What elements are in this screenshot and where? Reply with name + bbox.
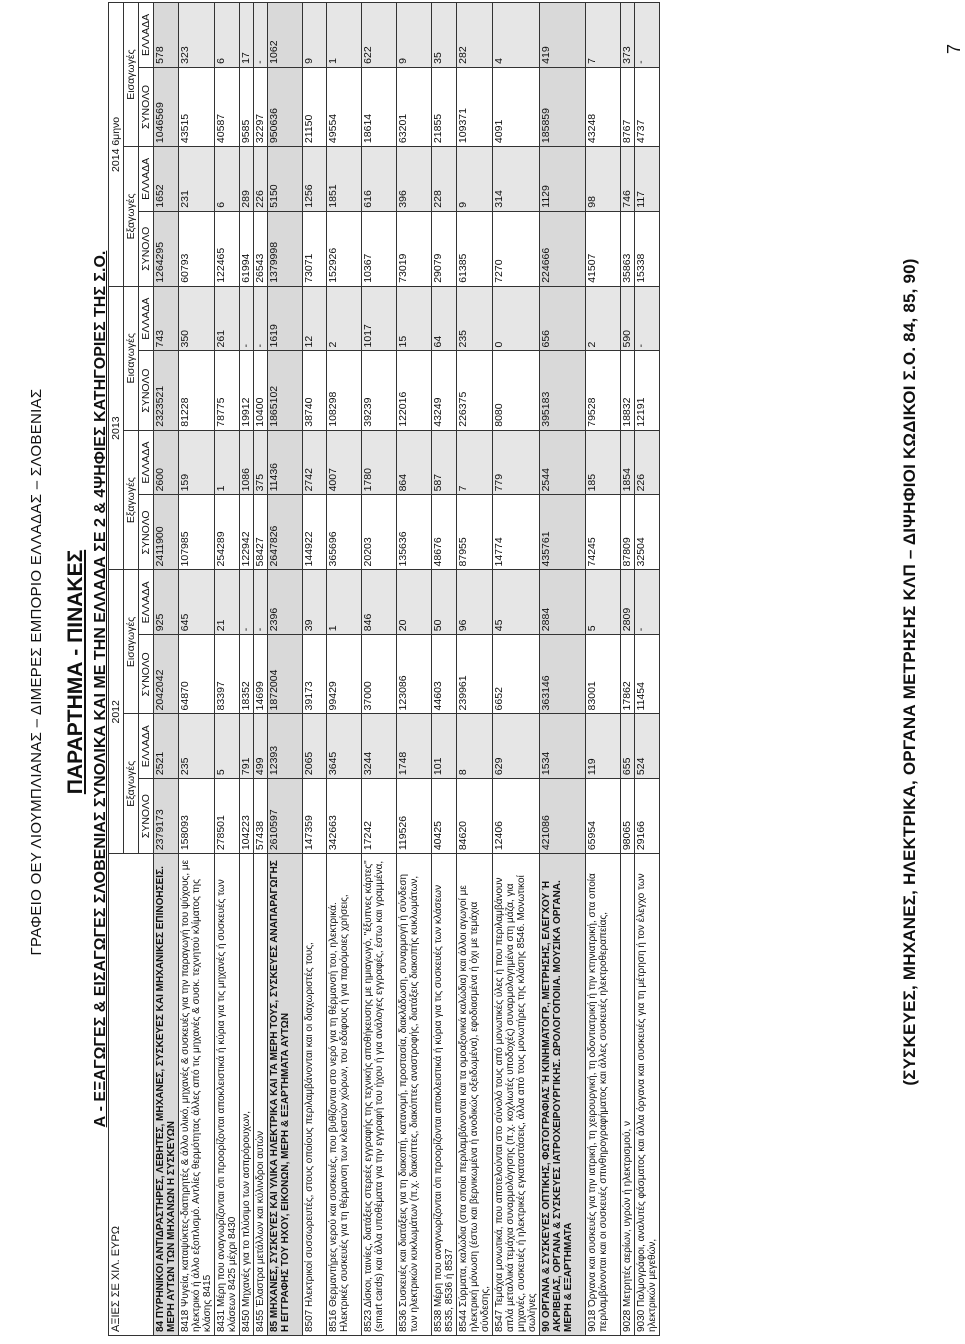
- table-row: [215, 3, 240, 1336]
- value-cell: 2809: [621, 570, 635, 635]
- value-cell: -: [254, 570, 268, 635]
- row-description: 8516 Θερμαντήρες νερού και συσκευές, που βυθίζονται στο νερό για τη θέρμανσή του, ηλεκτρικά. Ηλεκτρικές συσκευές για τη θέρμανση των κλειστών χώρων, του εδάφους ή για παρόμοιες χρήσεις,: [327, 854, 362, 1336]
- value-cell: 152926: [327, 211, 362, 286]
- value-cell: 122465: [215, 211, 240, 286]
- value-cell: 40587: [215, 67, 240, 146]
- value-cell: 239961: [457, 635, 493, 714]
- value-cell: 1: [215, 430, 240, 495]
- row-description: 9028 Μετρητές αερίων, υγρών ή ηλεκτρισμού, ν: [621, 854, 635, 1336]
- value-cell: 32297: [254, 67, 268, 146]
- value-cell: 373: [621, 3, 635, 68]
- value-cell: 32504: [635, 495, 660, 570]
- value-cell: 10367: [362, 211, 397, 286]
- row-description: 8523 Δίσκοι, ταινίες, διατάξεις στερεές εγγραφής της τεχνικής αποθήκευσης με ημιαγωγό, "έξυπνες κάρτες" (smart cards) και άλλα υποθέματα για την εγγραφή του ήχου ή για ανάλογες εγγραφές, έστω και γραμμένα,: [362, 854, 397, 1336]
- subcol-total: ΣΥΝΟΛΟ: [139, 67, 154, 146]
- value-cell: 7: [457, 430, 493, 495]
- value-cell: 226375: [457, 351, 493, 430]
- value-cell: 655: [621, 714, 635, 779]
- value-cell: 87809: [621, 495, 635, 570]
- value-cell: 26543: [254, 211, 268, 286]
- row-description: 8450 Μηχανές για το πλύσιμο των ασπρόρουχων,: [240, 854, 254, 1336]
- unit-label: ΑΞΙΕΣ ΣΕ ΧΙΛ. ΕΥΡΩ: [109, 854, 154, 1336]
- value-cell: -: [635, 286, 660, 351]
- row-description: 8431 Μέρη που αναγνωρίζονται ότι προορίζονται αποκλειστικά ή κύρια για τις μηχανές ή συσκευές των κλάσεων 8425 μέχρι 8430: [215, 854, 240, 1336]
- value-cell: 14774: [493, 495, 540, 570]
- value-cell: 39173: [303, 635, 327, 714]
- value-cell: 29166: [635, 779, 660, 854]
- value-cell: 158093: [179, 779, 215, 854]
- value-cell: 9: [457, 147, 493, 212]
- value-cell: 21: [215, 570, 240, 635]
- value-cell: 99429: [327, 635, 362, 714]
- value-cell: 524: [635, 714, 660, 779]
- value-cell: 925: [154, 570, 179, 635]
- value-cell: 656: [540, 286, 586, 351]
- value-cell: 9585: [240, 67, 254, 146]
- row-description: 8536 Συσκευές και διατάξεις για τη διακοπή, κατανομή, προστασία, διακλάδωση, συναρμογή ή σύνδεση των ηλεκτρικών κυκλωμάτων (π.χ. διακόπτες, διακόπτες αναστροφής, διατάξεις διακοπής κυκλωμάτων,: [397, 854, 432, 1336]
- flow-imports: Εισαγωγές: [124, 286, 139, 430]
- value-cell: 578: [154, 3, 179, 68]
- row-description: 8538 Μέρη που αναγνωρίζονται ότι προορίζονται αποκλειστικά ή κύρια για τις συσκευές των κλάσεων 8535, 8536 ή 8537: [432, 854, 457, 1336]
- subcol-greece: ΕΛΛΑΔΑ: [139, 286, 154, 351]
- page-number: 7: [944, 43, 964, 54]
- value-cell: 1619: [268, 286, 303, 351]
- table-row: [327, 3, 362, 1336]
- value-cell: 2600: [154, 430, 179, 495]
- trade-table: [108, 2, 660, 1336]
- value-cell: 1854: [621, 430, 635, 495]
- value-cell: 791: [240, 714, 254, 779]
- value-cell: 14699: [254, 635, 268, 714]
- value-cell: 64870: [179, 635, 215, 714]
- value-cell: 1129: [540, 147, 586, 212]
- value-cell: 1865102: [268, 351, 303, 430]
- value-cell: 499: [254, 714, 268, 779]
- value-cell: 3244: [362, 714, 397, 779]
- value-cell: 278501: [215, 779, 240, 854]
- value-cell: 1872004: [268, 635, 303, 714]
- value-cell: 4091: [493, 67, 540, 146]
- table-row-chapter: [154, 3, 179, 1336]
- value-cell: 159: [179, 430, 215, 495]
- value-cell: 61385: [457, 211, 493, 286]
- value-cell: 2411900: [154, 495, 179, 570]
- value-cell: 87955: [457, 495, 493, 570]
- subcol-total: ΣΥΝΟΛΟ: [139, 779, 154, 854]
- value-cell: 58427: [254, 495, 268, 570]
- value-cell: 261: [215, 286, 240, 351]
- value-cell: 2521: [154, 714, 179, 779]
- period-2013: 2013: [109, 286, 124, 570]
- value-cell: 6: [215, 3, 240, 68]
- value-cell: 9: [397, 3, 432, 68]
- value-cell: 2: [586, 286, 621, 351]
- value-cell: 144922: [303, 495, 327, 570]
- value-cell: 38740: [303, 351, 327, 430]
- value-cell: 109371: [457, 67, 493, 146]
- value-cell: 4737: [635, 67, 660, 146]
- value-cell: 12406: [493, 779, 540, 854]
- value-cell: 1379998: [268, 211, 303, 286]
- office-header: ΓΡΑΦΕΙΟ ΟΕΥ ΛΙΟΥΜΠΛΙΑΝΑΣ – ΔΙΜΕΡΕΣ ΕΜΠΟΡΙΟ ΕΛΛΑΔΑΣ – ΣΛΟΒΕΝΙΑΣ: [28, 388, 45, 956]
- value-cell: 39: [303, 570, 327, 635]
- period-2014: 2014 6μηνο: [109, 3, 124, 287]
- value-cell: 1851: [327, 147, 362, 212]
- value-cell: 2544: [540, 430, 586, 495]
- value-cell: 101: [432, 714, 457, 779]
- flow-exports: Εξαγωγές: [124, 147, 139, 287]
- value-cell: 622: [362, 3, 397, 68]
- value-cell: 864: [397, 430, 432, 495]
- row-description: 8547 Τεμάχια μονωτικά, που αποτελούνται στο σύνολό τους από μονωτικές ύλες ή που περιλαμβάνουν απλά μεταλλικά τεμάχια συναρμολόγησης (π.χ. κοχλιωτές υποδοχές) συναρμολογημένα στη μάζα, για μηχανές, συσκευές ή ηλεκτρικές εγκαταστάσεις, άλλα από τους μονωτήρες της κλάσης 8546. Μονωτικοί σωλήνες: [493, 854, 540, 1336]
- value-cell: 12393: [268, 714, 303, 779]
- table-row: [240, 3, 254, 1336]
- value-cell: 74245: [586, 495, 621, 570]
- value-cell: 1256: [303, 147, 327, 212]
- value-cell: 375: [254, 430, 268, 495]
- value-cell: 5: [215, 714, 240, 779]
- value-cell: 5150: [268, 147, 303, 212]
- table-row: [586, 3, 621, 1336]
- value-cell: 2065: [303, 714, 327, 779]
- value-cell: 108298: [327, 351, 362, 430]
- value-cell: 98065: [621, 779, 635, 854]
- row-description: 9018 Όργανα και συσκευές για την ιατρική, τη χειρουργική, τη οδοντιατρική ή την κτηνιατρική, στα οποία περιλαμβάνονται και οι συσκευές σπινθηρογραφήματος και άλλες συσκευές ηλεκτροθεραπείας,: [586, 854, 621, 1336]
- value-cell: 29079: [432, 211, 457, 286]
- value-cell: 228: [432, 147, 457, 212]
- value-cell: 779: [493, 430, 540, 495]
- table-subtitle: Α - ΕΞΑΓΩΓΕΣ & ΕΙΣΑΓΩΓΕΣ ΣΛΟΒΕΝΙΑΣ ΣΥΝΟΛΙΚΑ ΚΑΙ ΜΕ ΤΗΝ ΕΛΛΑΔΑ ΣΕ 2 & 4ΨΗΦΙΕΣ ΚΑΤΗΓΟΡΙΕΣ ΤΗΣ Σ.Ο.: [92, 250, 109, 1128]
- value-cell: 18832: [621, 351, 635, 430]
- value-cell: 1748: [397, 714, 432, 779]
- flow-exports: Εξαγωγές: [124, 430, 139, 570]
- value-cell: 9: [303, 3, 327, 68]
- value-cell: 1534: [540, 714, 586, 779]
- footer-caption: (ΣΥΣΚΕΥΕΣ, ΜΗΧΑΝΕΣ, ΗΛΕΚΤΡΙΚΑ, ΟΡΓΑΝΑ ΜΕΤΡΗΣΗΣ ΚΛΠ – ΔΙΨΗΦΙΟΙ ΚΩΔΙΚΟΙ Σ.Ο. 84, 85, 90): [900, 258, 919, 1086]
- value-cell: 846: [362, 570, 397, 635]
- value-cell: 57438: [254, 779, 268, 854]
- value-cell: 18352: [240, 635, 254, 714]
- table-row-chapter: [540, 3, 586, 1336]
- value-cell: 350: [179, 286, 215, 351]
- value-cell: -: [240, 570, 254, 635]
- value-cell: 226: [254, 147, 268, 212]
- value-cell: 1780: [362, 430, 397, 495]
- value-cell: 6652: [493, 635, 540, 714]
- value-cell: 587: [432, 430, 457, 495]
- table-row: [432, 3, 457, 1336]
- subcol-total: ΣΥΝΟΛΟ: [139, 351, 154, 430]
- row-description: 8544 Σύρματα, καλώδια (στα οποία περιλαμβάνονται και τα ομοαξονικά καλώδια) και άλλοι αγωγοί με ηλεκτρική μόνωση (έστω και βερνικωμένα ή ανοδικώς οξειδωμένα), εφοδιασμένα ή όχι με τεμάχια σύνδεσης,: [457, 854, 493, 1336]
- value-cell: 48676: [432, 495, 457, 570]
- table-row-chapter: [268, 3, 303, 1336]
- row-description: 85 ΜΗΧΑΝΕΣ, ΣΥΣΚΕΥΕΣ ΚΑΙ ΥΛΙΚΑ ΗΛΕΚΤΡΙΚΑ ΚΑΙ ΤΑ ΜΕΡΗ ΤΟΥΣ, ΣΥΣΚΕΥΕΣ ΑΝΑΠΑΡΑΓΩΓΗΣ Η ΕΓΓΡΑΦΗΣ ΤΟΥ ΗΧΟΥ, ΕΙΚΟΝΩΝ, ΜΕΡΗ & ΕΞΑΡΤΗΜΑΤΑ ΑΥΤΩΝ: [268, 854, 303, 1336]
- value-cell: 590: [621, 286, 635, 351]
- value-cell: 107985: [179, 495, 215, 570]
- value-cell: 73019: [397, 211, 432, 286]
- table-row: [397, 3, 432, 1336]
- table-row: [179, 3, 215, 1336]
- value-cell: 8767: [621, 67, 635, 146]
- value-cell: -: [635, 570, 660, 635]
- value-cell: 950636: [268, 67, 303, 146]
- value-cell: 1046569: [154, 67, 179, 146]
- value-cell: 73071: [303, 211, 327, 286]
- row-description: 9030 Παλμογράφοι, αναλυτές φάσματος και άλλα όργανα και συσκευές για τη μέτρηση ή τον έλεγχο των ηλεκτρικών μεγεθών,: [635, 854, 660, 1336]
- value-cell: 43248: [586, 67, 621, 146]
- value-cell: 2379173: [154, 779, 179, 854]
- value-cell: 645: [179, 570, 215, 635]
- table-row: [303, 3, 327, 1336]
- value-cell: 2042042: [154, 635, 179, 714]
- value-cell: 39239: [362, 351, 397, 430]
- flow-imports: Εισαγωγές: [124, 3, 139, 147]
- value-cell: 123086: [397, 635, 432, 714]
- value-cell: 4007: [327, 430, 362, 495]
- flow-exports: Εξαγωγές: [124, 714, 139, 854]
- value-cell: 743: [154, 286, 179, 351]
- table-row: [493, 3, 540, 1336]
- value-cell: 2: [327, 286, 362, 351]
- value-cell: 12: [303, 286, 327, 351]
- table-row: [457, 3, 493, 1336]
- annex-title: ΠΑΡΑΡΤΗΜΑ - ΠΙΝΑΚΕΣ: [64, 549, 87, 795]
- value-cell: 8: [457, 714, 493, 779]
- value-cell: 63201: [397, 67, 432, 146]
- value-cell: 185: [586, 430, 621, 495]
- value-cell: 49554: [327, 67, 362, 146]
- value-cell: 147359: [303, 779, 327, 854]
- value-cell: 81228: [179, 351, 215, 430]
- value-cell: 7: [586, 3, 621, 68]
- value-cell: 365696: [327, 495, 362, 570]
- value-cell: 10400: [254, 351, 268, 430]
- value-cell: 18614: [362, 67, 397, 146]
- value-cell: 11454: [635, 635, 660, 714]
- value-cell: 6: [215, 147, 240, 212]
- value-cell: 419: [540, 3, 586, 68]
- value-cell: 2396: [268, 570, 303, 635]
- value-cell: 119526: [397, 779, 432, 854]
- value-cell: 1264295: [154, 211, 179, 286]
- value-cell: 2884: [540, 570, 586, 635]
- value-cell: 60793: [179, 211, 215, 286]
- value-cell: 1062: [268, 3, 303, 68]
- value-cell: 7270: [493, 211, 540, 286]
- period-2012: 2012: [109, 570, 124, 854]
- row-description: 8507 Ηλεκτρικοί συσσωρευτές, στους οποίους περιλαμβάνονται και οι διαχωριστές τους,: [303, 854, 327, 1336]
- value-cell: 35: [432, 3, 457, 68]
- value-cell: 4: [493, 3, 540, 68]
- row-description: 84 ΠΥΡΗΝΙΚΟΙ ΑΝΤΙΔΡΑΣΤΗΡΕΣ, ΛΕΒΗΤΕΣ, ΜΗΧΑΝΕΣ, ΣΥΣΚΕΥΕΣ ΚΑΙ ΜΗΧΑΝΙΚΕΣ ΕΠΙΝΟΗΣΕΙΣ. ΜΕΡΗ ΑΥΤΩΝ ΤΩΝ ΜΗΧΑΝΩΝ Η ΣΥΣΚΕΥΩΝ: [154, 854, 179, 1336]
- value-cell: 2742: [303, 430, 327, 495]
- table-row: [362, 3, 397, 1336]
- value-cell: 104223: [240, 779, 254, 854]
- value-cell: 21855: [432, 67, 457, 146]
- subcol-total: ΣΥΝΟΛΟ: [139, 211, 154, 286]
- value-cell: 17862: [621, 635, 635, 714]
- value-cell: -: [254, 3, 268, 68]
- value-cell: 2610597: [268, 779, 303, 854]
- value-cell: 50: [432, 570, 457, 635]
- value-cell: -: [240, 286, 254, 351]
- value-cell: 83001: [586, 635, 621, 714]
- value-cell: 11436: [268, 430, 303, 495]
- table-body: [154, 3, 660, 1336]
- value-cell: 17: [240, 3, 254, 68]
- value-cell: 363146: [540, 635, 586, 714]
- value-cell: 3645: [327, 714, 362, 779]
- value-cell: 342663: [327, 779, 362, 854]
- value-cell: 15: [397, 286, 432, 351]
- row-description: 8418 Ψυγεία, καταψύκτες-διατηρητές & άλλο υλικό, μηχανές & συσκευές για την παραγωγή του ψύχους, με ηλεκτρικό ή άλλο εξοπλισμό. Αντλίες θερμότητας άλλες από τις μηχανές & συσκ. τεχνητού κλίματος της κλάσης 8415: [179, 854, 215, 1336]
- table-row: [635, 3, 660, 1336]
- value-cell: 8080: [493, 351, 540, 430]
- value-cell: 254289: [215, 495, 240, 570]
- value-cell: 119: [586, 714, 621, 779]
- value-cell: 5: [586, 570, 621, 635]
- value-cell: 61994: [240, 211, 254, 286]
- row-description: 90 ΟΡΓΑΝΑ & ΣΥΣΚΕΥΕΣ ΟΠΤΙΚΗΣ, ΦΩΤΟΓΡΑΦΙΑΣ Ή ΚΙΝΗΜΑΤΟΓΡ., ΜΕΤΡΗΣΗΣ, ΕΛΕΓΧΟΥ Ή ΑΚΡΙΒΕΙΑΣ, ΟΡΓΑΝΑ & ΣΥΣΚΕΥΕΣ ΙΑΤΡΟΧΕΙΡΟΥΡΓΙΚΗΣ. ΩΡΟΛΟΓΟΠΟΙΙΑ. ΜΟΥΣΙΚΑ ΟΡΓΑΝΑ. ΜΕΡΗ & ΕΞΑΡΤΗΜΑΤΑ: [540, 854, 586, 1336]
- value-cell: 2323521: [154, 351, 179, 430]
- value-cell: 135636: [397, 495, 432, 570]
- value-cell: 19912: [240, 351, 254, 430]
- value-cell: 40425: [432, 779, 457, 854]
- value-cell: 98: [586, 147, 621, 212]
- table-row: [621, 3, 635, 1336]
- value-cell: 79528: [586, 351, 621, 430]
- value-cell: 0: [493, 286, 540, 351]
- value-cell: 20203: [362, 495, 397, 570]
- value-cell: 1652: [154, 147, 179, 212]
- value-cell: 282: [457, 3, 493, 68]
- value-cell: 1: [327, 570, 362, 635]
- value-cell: 235: [457, 286, 493, 351]
- value-cell: 64: [432, 286, 457, 351]
- subcol-greece: ΕΛΛΑΔΑ: [139, 430, 154, 495]
- value-cell: -: [635, 3, 660, 68]
- value-cell: 43249: [432, 351, 457, 430]
- subcol-greece: ΕΛΛΑΔΑ: [139, 147, 154, 212]
- value-cell: 84620: [457, 779, 493, 854]
- value-cell: 96: [457, 570, 493, 635]
- value-cell: 235: [179, 714, 215, 779]
- value-cell: 629: [493, 714, 540, 779]
- value-cell: 421086: [540, 779, 586, 854]
- value-cell: 44603: [432, 635, 457, 714]
- subcol-greece: ΕΛΛΑΔΑ: [139, 714, 154, 779]
- table-row: [254, 3, 268, 1336]
- value-cell: 231: [179, 147, 215, 212]
- value-cell: 2647826: [268, 495, 303, 570]
- value-cell: 396: [397, 147, 432, 212]
- value-cell: 65954: [586, 779, 621, 854]
- value-cell: -: [254, 286, 268, 351]
- value-cell: 17242: [362, 779, 397, 854]
- value-cell: 12191: [635, 351, 660, 430]
- value-cell: 43515: [179, 67, 215, 146]
- value-cell: 45: [493, 570, 540, 635]
- value-cell: 616: [362, 147, 397, 212]
- value-cell: 226: [635, 430, 660, 495]
- value-cell: 78775: [215, 351, 240, 430]
- value-cell: 20: [397, 570, 432, 635]
- value-cell: 83397: [215, 635, 240, 714]
- value-cell: 37000: [362, 635, 397, 714]
- subcol-total: ΣΥΝΟΛΟ: [139, 635, 154, 714]
- value-cell: 21150: [303, 67, 327, 146]
- value-cell: 1086: [240, 430, 254, 495]
- value-cell: 185859: [540, 67, 586, 146]
- value-cell: 1: [327, 3, 362, 68]
- flow-imports: Εισαγωγές: [124, 570, 139, 714]
- value-cell: 224666: [540, 211, 586, 286]
- value-cell: 35863: [621, 211, 635, 286]
- value-cell: 122016: [397, 351, 432, 430]
- value-cell: 15338: [635, 211, 660, 286]
- value-cell: 435761: [540, 495, 586, 570]
- value-cell: 323: [179, 3, 215, 68]
- subcol-total: ΣΥΝΟΛΟ: [139, 495, 154, 570]
- subcol-greece: ΕΛΛΑΔΑ: [139, 570, 154, 635]
- value-cell: 395183: [540, 351, 586, 430]
- row-description: 8455 Έλαστρα μετάλλων και κύλινδροι αυτών: [254, 854, 268, 1336]
- value-cell: 314: [493, 147, 540, 212]
- value-cell: 117: [635, 147, 660, 212]
- value-cell: 289: [240, 147, 254, 212]
- subcol-greece: ΕΛΛΑΔΑ: [139, 3, 154, 68]
- value-cell: 122942: [240, 495, 254, 570]
- value-cell: 1017: [362, 286, 397, 351]
- value-cell: 746: [621, 147, 635, 212]
- value-cell: 41507: [586, 211, 621, 286]
